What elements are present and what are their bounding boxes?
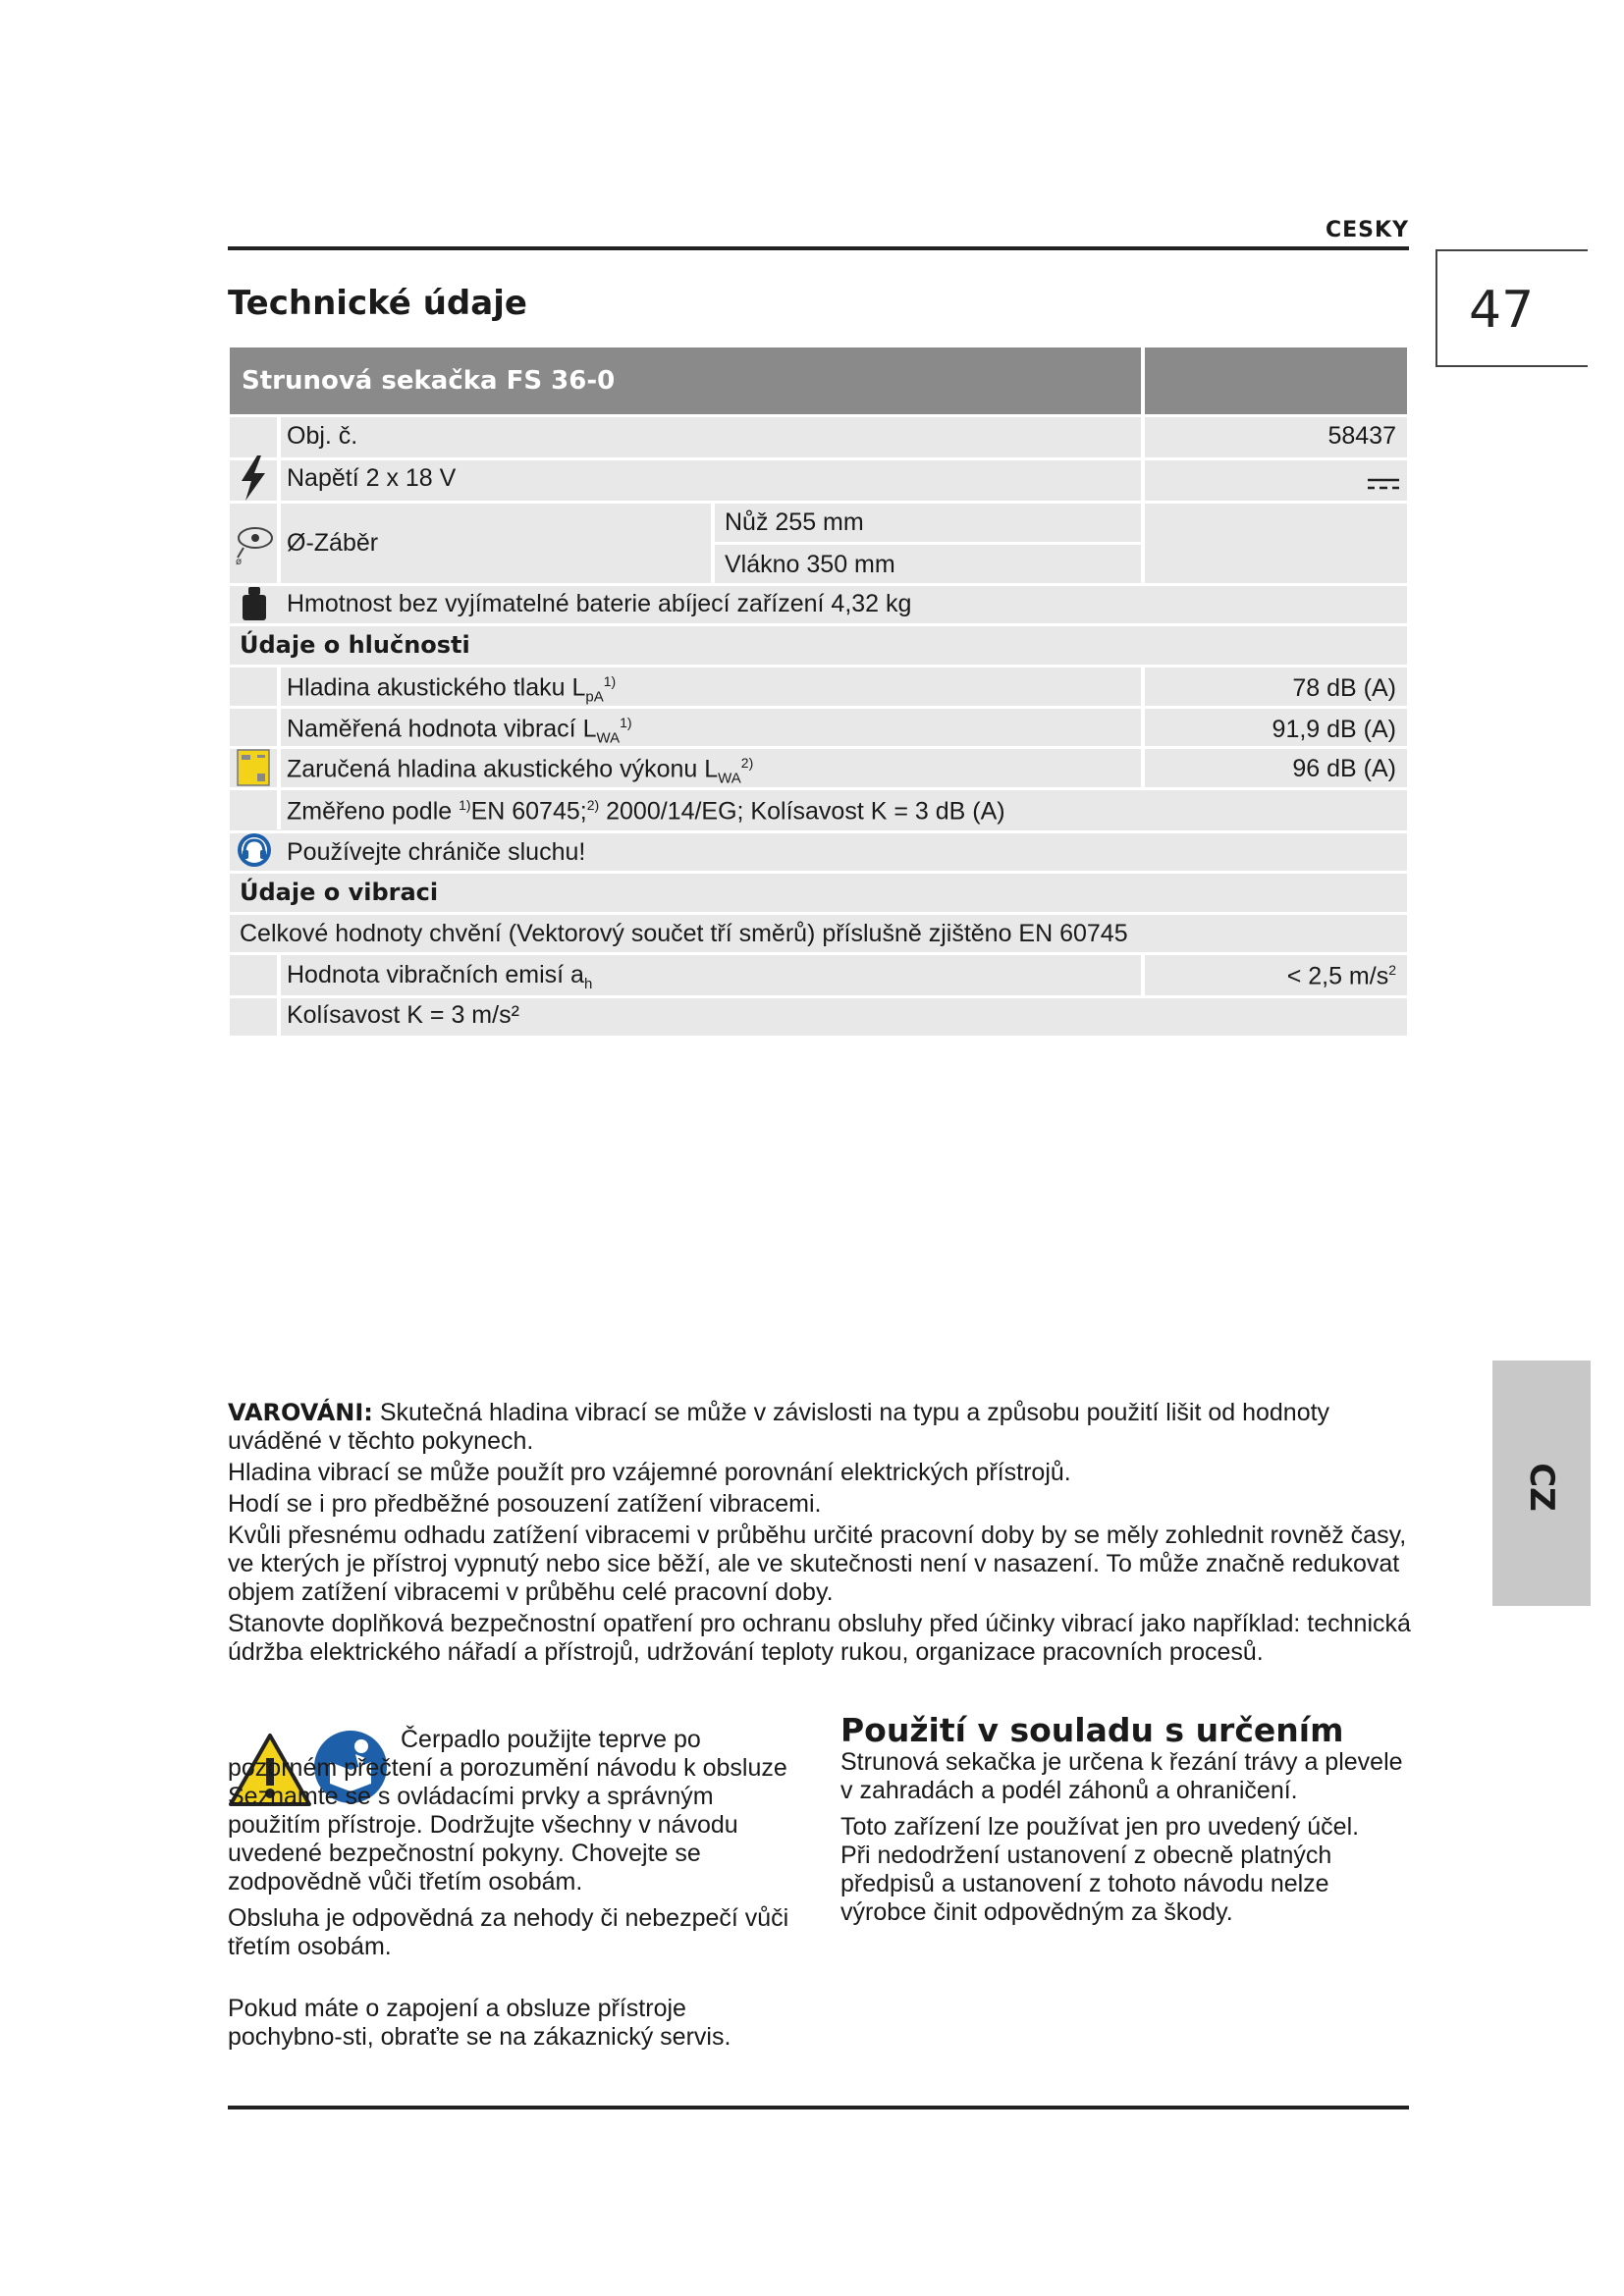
order-value: 58437 [1327,422,1396,450]
row-divider [230,952,1407,955]
row-divider [230,871,1407,874]
noise-label: Zaručená hladina akustického výkonu L [287,755,719,783]
noise-label: Naměřená hodnota vibrací L [287,715,597,743]
intended-use-title: Použití v souladu s určením [840,1711,1344,1749]
row-divider [230,623,1407,626]
vibration-emission-label: Hodnota vibračních emisí a [287,961,584,988]
top-rule [228,246,1409,250]
page-number: 47 [1469,281,1535,340]
order-label: Obj. č. [287,422,358,450]
language-side-tab-label: CZ [1522,1463,1561,1512]
icon-column-divider [277,952,281,1036]
weight-label: Hmotnost bez vyjímatelné baterie abíjecí zařízení 4,32 kg [287,590,912,617]
row-divider [230,665,1407,667]
weight-icon [240,585,269,622]
warning-paragraph: Kvůli přesnému odhadu zatížení vibracemi v průběhu určité pracovní doby by se měly zohlednit rovněž časy, ve kterých je přístroj vypnutý nebo sice běží, ale ve skutečnosti není v nasazení. To může značně redukovat objem zatížení vibracemi v průběhu celé pracovní doby. [228,1522,1407,1606]
intended-use-paragraph: Toto zařízení lze používat jen pro uvedený účel. Při nedodržení ustanovení z obecně platných předpisů a ustanovení z tohoto návodu nelze výrobce činit odpovědným za škody. [840,1813,1360,1926]
measured-sup: 1) [459,797,471,813]
hearing-protection-icon [236,831,273,869]
noise-label: Hladina akustického tlaku L [287,673,586,702]
blade-label: Nůž 255 mm [725,508,864,536]
vibration-emission [287,963,592,991]
measured-directive: 2000/14/EG; Kolísavost K = 3 dB (A) [606,797,1005,826]
cut-column-divider [711,501,715,583]
lightning-icon [236,454,271,503]
noise-sub: WA [596,729,621,747]
cutting-diameter-icon [234,518,277,565]
measured-sup: 2) [586,797,600,813]
vibration-k: Kolísavost K = 3 m/s² [287,1001,519,1029]
row-divider [230,746,1407,749]
warning-lead: VAROVÁNI: [228,1399,373,1426]
hearing-protection-label: Používejte chrániče sluchu! [287,838,586,866]
measured-standard: EN 60745; [470,797,587,826]
row-divider [230,457,1407,460]
icon-column-divider [277,417,281,583]
cut-diameter-label: Ø-Záběr [287,529,379,557]
intended-use [840,1711,1420,1927]
row-divider [230,706,1407,709]
noise-sup: 2) [740,755,754,771]
dc-symbol-icon [1367,475,1400,493]
row-divider [230,787,1407,790]
safety-paragraph: Pokud máte o zapojení a obsluze přístroje pochybno-sti, obraťte se na zákaznický servis. [228,1995,731,2051]
line-label: Vlákno 350 mm [725,551,895,578]
vibration-emission-value [1145,963,1396,988]
vibration-emission-number: < 2,5 m/s [1286,962,1389,990]
noise-sup: 1) [620,715,632,730]
safety-paragraph: Obsluha je odpovědná za nehody či nebezpečí vůči třetím osobám. [228,1904,789,1960]
safety-instructions [228,1726,807,2052]
icon-column-divider [277,665,281,829]
voltage-label: Napětí 2 x 18 V [287,464,457,492]
noise-value: 96 dB (A) [1292,755,1396,782]
row-divider [230,501,1407,504]
noise-value: 91,9 dB (A) [1272,716,1396,743]
noise-row [287,674,616,704]
warning-paragraph: Hodí se i pro předběžné posouzení zatížení vibracemi. [228,1490,822,1518]
warning-paragraph: Stanovte doplňková bezpečnostní opatření pro ochranu obsluhy před účinky vibrací jako například: technická údržba elektrického nářadí a přístrojů, udržování teploty rukou, organizace pracovních procesů. [228,1610,1411,1666]
vibration-emission-sub: h [583,976,593,992]
noise-sub: WA [718,770,741,787]
language-label: CESKY [1326,218,1409,242]
warning-paragraph: Hladina vibrací se může použít pro vzájemné porovnání elektrických přístrojů. [228,1459,1071,1486]
noise-row [287,756,753,785]
bottom-rule [228,2106,1409,2109]
svg-text:ø: ø [236,557,243,565]
row-divider [230,995,1407,998]
safety-paragraph: Čerpadlo použijte teprve po pozorném přečtení a porozumění návodu k obsluze Seznamte se s ovládacími prvky a správným použitím přístroje. Dodržujte všechny v návodu uvedené bezpečnostní pokyny. Chovejte se zodpovědně vůči třetím osobám. [228,1726,787,1896]
vibration-warning [228,1399,1411,1670]
warning-paragraph [228,1399,1411,1456]
row-divider [230,583,1407,586]
noise-sub: pA [585,688,604,706]
vibration-heading: Údaje o vibraci [240,879,439,906]
warning-text: Skutečná hladina vibrací se může v závislosti na typu a způsobu použití lišit od hodnoty uváděné v těchto pokynech. [228,1399,1330,1455]
noise-label-icon [236,748,271,787]
vibration-total: Celkové hodnoty chvění (Vektorový součet tří směrů) příslušně zjištěno EN 60745 [240,920,1128,947]
vibration-emission-unit-sup: 2 [1388,962,1396,978]
noise-heading: Údaje o hlučnosti [240,631,470,659]
table-header-product [230,347,1141,414]
table-header-value [1145,347,1407,414]
intended-use-paragraph: Strunová sekačka je určena k řezání trávy a plevele v zahradách a podél záhonů a ohraničení. [840,1748,1403,1804]
noise-value: 78 dB (A) [1292,674,1396,702]
section-title: Technické údaje [228,284,527,323]
sub-row-divider [713,542,1141,545]
measured-note [287,798,1005,824]
noise-sup: 1) [603,673,617,689]
noise-row [287,716,632,745]
measured-prefix: Změřeno podle [287,797,453,826]
row-divider [230,912,1407,915]
row-divider [230,830,1407,833]
product-name: Strunová sekačka FS 36-0 [242,366,616,396]
